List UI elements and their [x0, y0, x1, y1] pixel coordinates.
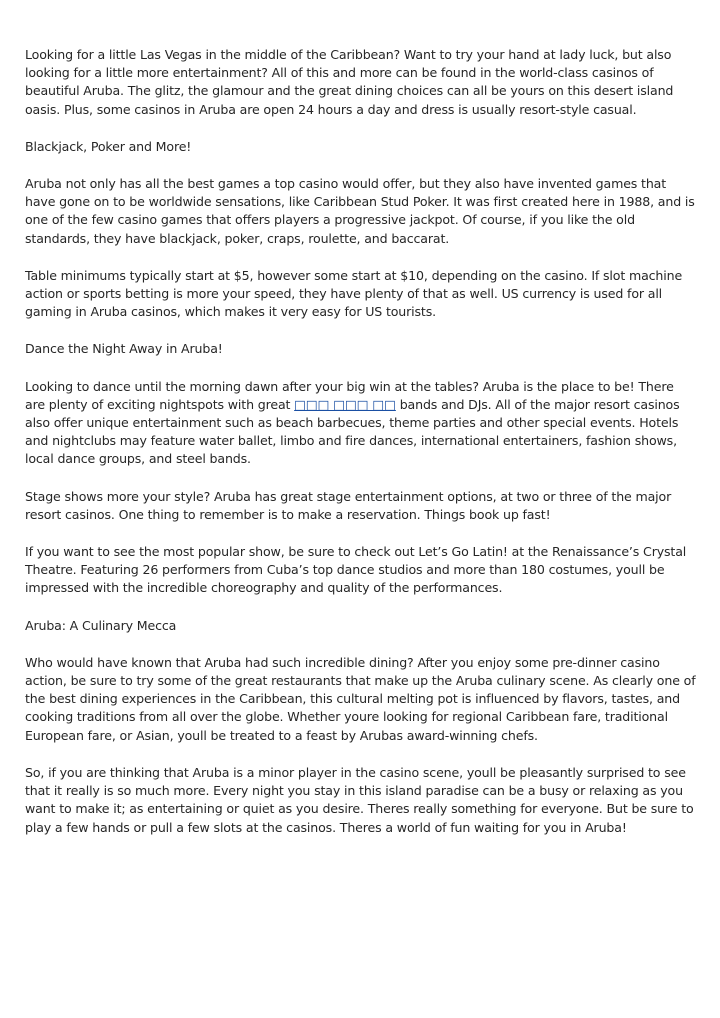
dining-paragraph: Who would have known that Aruba had such incredible dining? After you enjoy some pre-dinner casino action, be sure to try some of the great restaurants that make up the Aruba culinary scene. As clearly one of the best dining experiences in the Caribbean, this cultural melting pot is influenced by flavors, tastes, and cooking traditions from all over the globe. Whether youre looking for regional Caribbean fare, traditional European fare, or Asian, youll be treated to a feast by Arubas award-winning chefs.	[25, 654, 696, 743]
table-minimums-paragraph: Table minimums typically start at $5, however some start at $10, depending on the casino. If slot machine action or sports betting is more your speed, they have plenty of that as well. US currency is used for all gaming in Aruba casinos, which makes it very easy for US tourists.	[25, 267, 683, 320]
inline-link[interactable]: □□□ □□□ □□	[294, 396, 396, 412]
intro-paragraph: Looking for a little Las Vegas in the middle of the Caribbean? Want to try your hand at lady luck, but also looking for a little more entertainment? All of this and more can be found in the world-class casinos of beautiful Aruba. The glitz, the glamour and the great dining choices can all be yours on this desert island oasis. Plus, some casinos in Aruba are open 24 hours a day and dress is usually resort-style casual.	[25, 47, 674, 117]
nightlife-text-end: bands and DJs. All of the major resort casinos also offer unique entertainment such as beach barbecues, theme parties and other special events. Hotels and nightclubs may feature water ballet, limbo and fire dances, international entertainers, fashion shows, local dance groups, and steel bands.	[25, 396, 680, 467]
section-heading-blackjack: Blackjack, Poker and More!	[25, 138, 192, 154]
nightlife-text-start: Looking to dance until the morning dawn after your big win at the tables? Aruba is the place to be! There are plenty of exciting nightspots with great	[25, 378, 674, 412]
stage-shows-paragraph: Stage shows more your style? Aruba has great stage entertainment options, at two or three of the major resort casinos. One thing to remember is to make a reservation. Things book up fast!	[25, 488, 672, 522]
closing-paragraph: So, if you are thinking that Aruba is a minor player in the casino scene, youll be pleasantly surprised to see that it really is so much more. Every night you stay in this island paradise can be a busy or relaxing as you want to make it; as entertaining or quiet as you desire. Theres really something for everyone. But be sure to play a few hands or pull a few slots at the casinos. Theres a world of fun waiting for you in Aruba!	[25, 764, 694, 835]
games-paragraph: Aruba not only has all the best games a top casino would offer, but they also have invented games that have gone on to be worldwide sensations, like Caribbean Stud Poker. It was first created here in 1988, and is one of the few casino games that offers players a progressive jackpot. Of course, if you like the old standards, they have blackjack, poker, craps, roulette, and baccarat.	[25, 176, 695, 246]
popular-show-paragraph: If you want to see the most popular show, be sure to check out Let’s Go Latin! at the Renaissance’s Crystal Theatre. Featuring 26 performers from Cuba’s top dance studios and more than 180 costumes, youll be impressed with the incredible choreography and quality of the performances.	[25, 544, 687, 596]
section-heading-dance: Dance the Night Away in Aruba!	[25, 341, 223, 357]
nightlife-paragraph	[25, 378, 696, 469]
section-heading-culinary: Aruba: A Culinary Mecca	[25, 617, 177, 633]
